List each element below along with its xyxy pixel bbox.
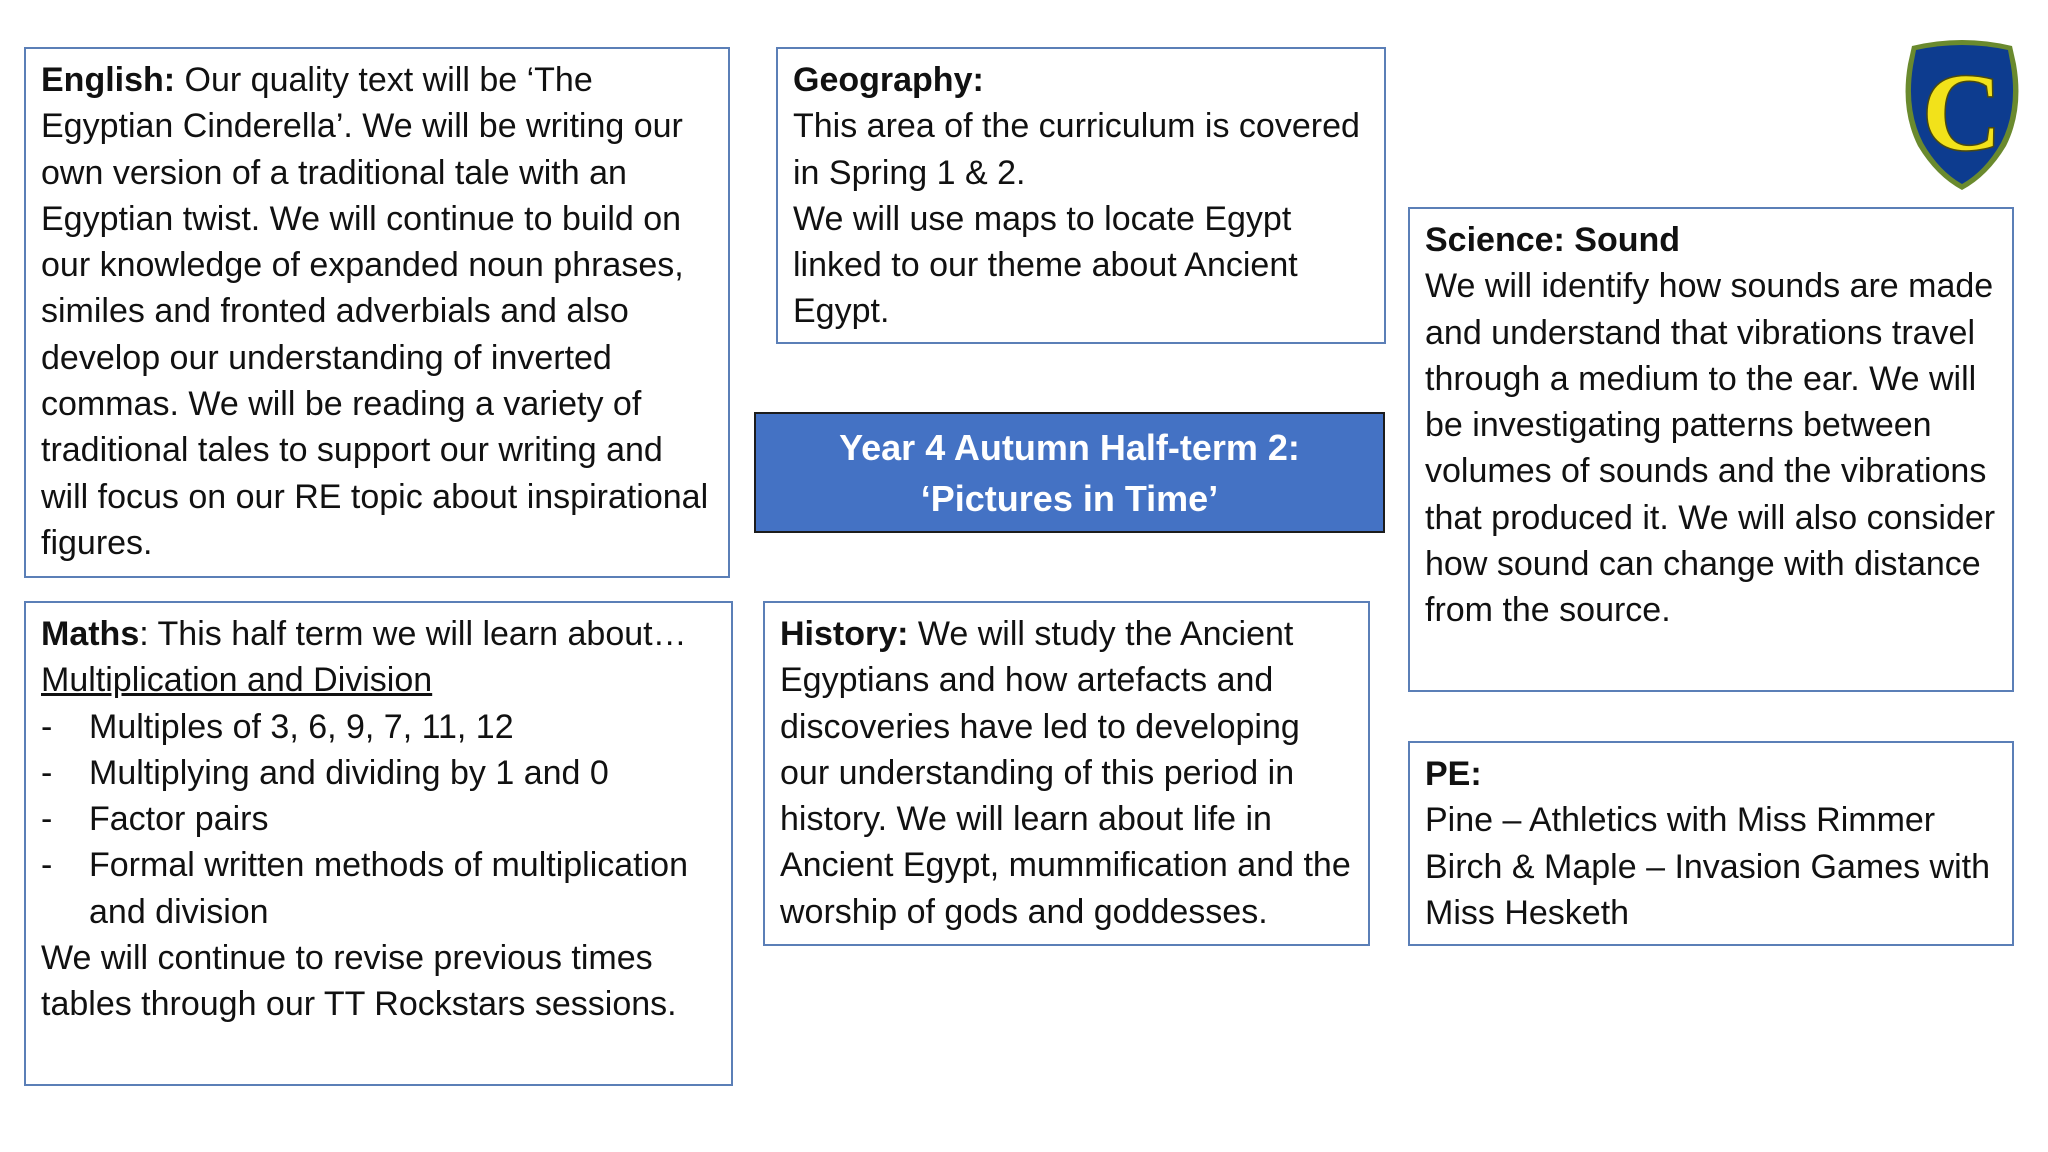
english-heading: English: xyxy=(41,61,176,99)
pe-panel xyxy=(1408,741,2014,946)
maths-subheading: Multiplication and Division xyxy=(41,661,433,700)
maths-outro: We will continue to revise previous times tables through our TT Rockstars sessions. xyxy=(41,939,677,1024)
science-panel xyxy=(1408,207,2014,692)
geography-line-2: We will use maps to locate Egypt linked to our theme about Ancient Egypt. xyxy=(793,199,1298,331)
pe-line-1: Pine – Athletics with Miss Rimmer xyxy=(1425,801,1936,840)
title-line-2: ‘Pictures in Time’ xyxy=(920,478,1219,519)
science-text: We will identify how sounds are made and understand that vibrations travel through a medium to the ear. We will be investigating patterns between volumes of sounds and the vibrations that produced it. We will also consider how sound can change with distance from the source. xyxy=(1425,267,1996,630)
list-item-text: Multiplying and dividing by 1 and 0 xyxy=(89,753,609,792)
crest-letter: C xyxy=(1921,51,2003,175)
maths-heading: Maths xyxy=(41,615,140,653)
bullet-dash: - xyxy=(41,800,53,839)
pe-line-2: Birch & Maple – Invasion Games with Miss Hesketh xyxy=(1425,847,1991,932)
maths-panel xyxy=(24,601,733,1086)
list-item-text: Multiples of 3, 6, 9, 7, 11, 12 xyxy=(89,707,514,746)
title-line-1: Year 4 Autumn Half-term 2: xyxy=(839,427,1300,468)
english-text: Our quality text will be ‘The Egyptian Cinderella’. We will be writing our own version of a traditional tale with an Egyptian twist. We will continue to build on our knowledge of expanded noun phrases, similes and fronted adverbials and also develop our understanding of inverted commas. We will be reading a variety of traditional tales to support our writing and will focus on our RE topic about inspirational figures. xyxy=(41,61,709,562)
pe-heading: PE: xyxy=(1425,755,1482,793)
list-item xyxy=(41,796,717,842)
history-heading: History: xyxy=(780,615,909,653)
geography-heading: Geography: xyxy=(793,61,984,99)
school-crest-icon xyxy=(1900,32,2024,192)
page-title xyxy=(754,412,1385,533)
bullet-dash: - xyxy=(41,707,53,746)
history-panel xyxy=(763,601,1370,946)
list-item-text: Factor pairs xyxy=(89,800,269,839)
list-item xyxy=(41,750,717,796)
maths-bullet-list xyxy=(41,704,717,935)
science-heading: Science: Sound xyxy=(1425,221,1681,259)
geography-line-1: This area of the curriculum is covered in Spring 1 & 2. xyxy=(793,107,1360,192)
english-paragraph xyxy=(41,57,714,566)
geography-panel xyxy=(776,47,1386,344)
list-item-text: Formal written methods of multiplication and division xyxy=(89,846,689,931)
maths-intro xyxy=(41,611,717,657)
english-panel xyxy=(24,47,730,578)
history-text: We will study the Ancient Egyptians and how artefacts and discoveries have led to developing our understanding of this period in history. We will learn about life in Ancient Egypt, mummification and the worship of gods and goddesses. xyxy=(780,615,1351,931)
bullet-dash: - xyxy=(41,846,53,885)
maths-intro-text: : This half term we will learn about… xyxy=(139,615,687,653)
list-item xyxy=(41,842,717,935)
history-paragraph xyxy=(780,611,1354,935)
bullet-dash: - xyxy=(41,753,53,792)
list-item xyxy=(41,704,717,750)
